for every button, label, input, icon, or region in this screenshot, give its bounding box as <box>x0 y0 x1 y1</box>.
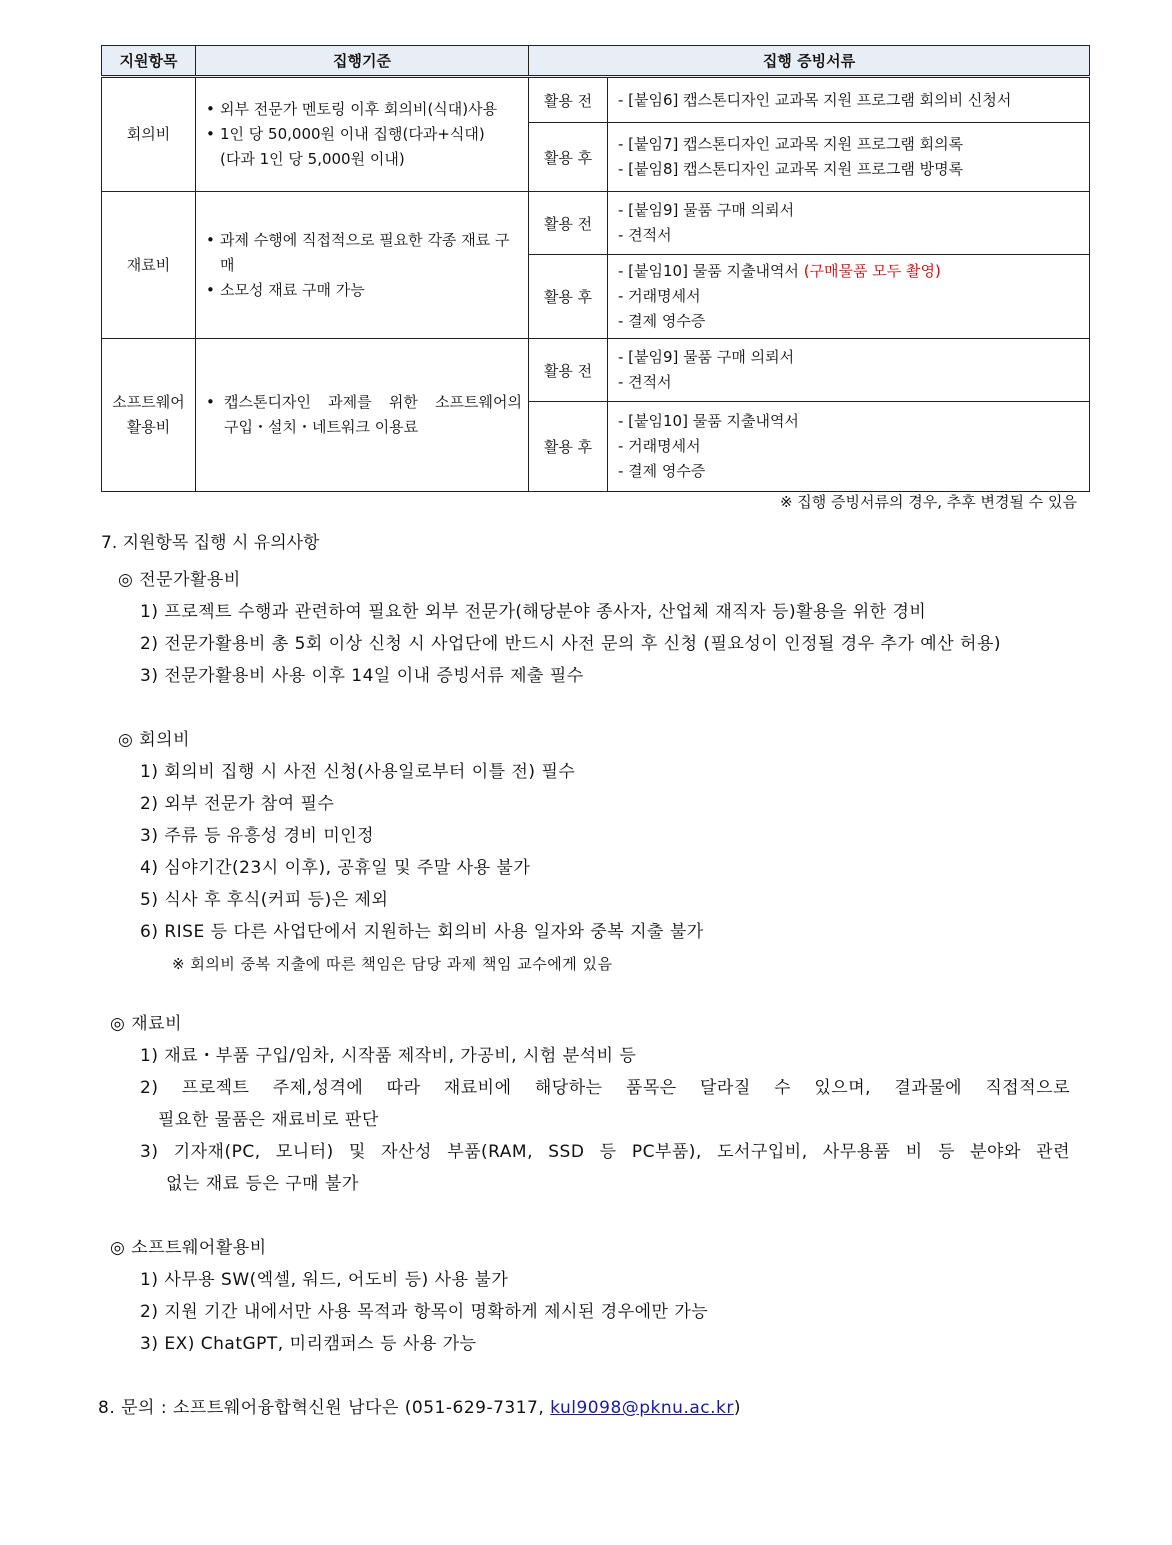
list-item: 6) RISE 등 다른 사업단에서 지원하는 회의비 사용 일자와 중복 지출 불가 <box>140 922 704 942</box>
phase-before: 활용 전 <box>529 192 608 255</box>
meeting-note: ※ 회의비 중복 지출에 따른 책임은 담당 과제 책임 교수에게 있음 <box>172 955 613 973</box>
contact-email-link[interactable]: kul9098@pknu.ac.kr <box>550 1398 734 1418</box>
doc-line: - [붙임9] 물품 구매 의뢰서 <box>618 201 795 219</box>
docs-after <box>608 255 1090 339</box>
list-item: 2) 지원 기간 내에서만 사용 목적과 항목이 명확하게 제시된 경우에만 가능 <box>140 1302 709 1322</box>
list-item: 4) 심야기간(23시 이후), 공휴일 및 주말 사용 불가 <box>140 858 531 878</box>
list-item: 2) 프로젝트 주제,성격에 따라 재료비에 해당하는 품목은 달라질 수 있으며, 결과물에 직접적으로 <box>140 1078 1070 1098</box>
doc-line: - 견적서 <box>618 373 672 391</box>
section-heading: ◎ 전문가활용비 <box>118 570 241 590</box>
section-heading: ◎ 소프트웨어활용비 <box>110 1238 267 1258</box>
docs-after <box>608 123 1090 192</box>
phase-after: 활용 후 <box>529 123 608 192</box>
criteria-cell <box>196 77 529 192</box>
phase-before: 활용 전 <box>529 77 608 123</box>
section-7-title: 7. 지원항목 집행 시 유의사항 <box>101 533 320 553</box>
list-item: 1) 프로젝트 수행과 관련하여 필요한 외부 전문가(해당분야 종사자, 산업체 재직자 등)활용을 위한 경비 <box>140 602 927 622</box>
docs-before <box>608 77 1090 123</box>
list-item: 3) EX) ChatGPT, 미리캠퍼스 등 사용 가능 <box>140 1334 477 1354</box>
doc-line-text: - [붙임10] 물품 지출내역서 <box>618 262 804 280</box>
category-cell: 재료비 <box>102 192 196 339</box>
header-support-item: 지원항목 <box>102 46 196 77</box>
phase-after: 활용 후 <box>529 255 608 339</box>
doc-line: - 거래명세서 <box>618 437 701 455</box>
criteria-line: 구입・설치・네트워크 이용료 <box>224 418 419 436</box>
criteria-item: • 과제 수행에 직접적으로 필요한 각종 재료 구매 <box>204 228 522 278</box>
table-row <box>102 192 1090 255</box>
criteria-item: • 외부 전문가 멘토링 이후 회의비(식대)사용 <box>204 97 522 122</box>
category-cell: 회의비 <box>102 77 196 192</box>
expert-section <box>118 564 1001 692</box>
doc-line: - [붙임7] 캡스톤디자인 교과목 지원 프로그램 회의록 <box>618 135 964 153</box>
doc-line: - [붙임9] 물품 구매 의뢰서 <box>618 348 795 366</box>
doc-line: - [붙임6] 캡스톤디자인 교과목 지원 프로그램 회의비 신청서 <box>618 90 1012 109</box>
section-heading: ◎ 회의비 <box>118 730 191 750</box>
software-section <box>110 1232 708 1360</box>
meeting-section <box>118 724 704 980</box>
list-item: 3) 주류 등 유흥성 경비 미인정 <box>140 826 375 846</box>
docs-before <box>608 192 1090 255</box>
docs-after <box>608 402 1090 492</box>
phase-after: 활용 후 <box>529 402 608 492</box>
criteria-item: • 1인 당 50,000원 이내 집행(다과+식대) <box>204 122 522 147</box>
header-criteria: 집행기준 <box>196 46 529 77</box>
table-note: ※ 집행 증빙서류의 경우, 추후 변경될 수 있음 <box>779 493 1077 511</box>
list-item: 1) 사무용 SW(엑셀, 워드, 어도비 등) 사용 불가 <box>140 1270 509 1290</box>
list-item: 2) 전문가활용비 총 5회 이상 신청 시 사업단에 반드시 사전 문의 후 신청 (필요성이 인정될 경우 추가 예산 허용) <box>140 634 1002 654</box>
photo-required-note: (구매물품 모두 촬영) <box>803 262 941 280</box>
table-row <box>102 77 1090 123</box>
criteria-item <box>204 390 522 440</box>
header-evidence-docs: 집행 증빙서류 <box>529 46 1090 77</box>
list-item-continued: 필요한 물품은 재료비로 판단 <box>158 1110 379 1130</box>
list-item: 3) 전문가활용비 사용 이후 14일 이내 증빙서류 제출 필수 <box>140 666 584 686</box>
list-item: 3) 기자재(PC, 모니터) 및 자산성 부품(RAM, SSD 등 PC부품), 도서구입비, 사무용품 비 등 분야와 관련 <box>140 1142 1070 1162</box>
category-line: 활용비 <box>126 418 171 436</box>
category-cell <box>102 339 196 492</box>
list-item: 1) 회의비 집행 시 사전 신청(사용일로부터 이틀 전) 필수 <box>140 762 576 782</box>
contact-line <box>98 1392 741 1424</box>
criteria-cell <box>196 192 529 339</box>
criteria-line: • 캡스톤디자인 과제를 위한 소프트웨어의 <box>224 393 522 411</box>
list-item: 1) 재료・부품 구입/임차, 시작품 제작비, 가공비, 시험 분석비 등 <box>140 1046 637 1066</box>
list-item: 5) 식사 후 후식(커피 등)은 제외 <box>140 890 389 910</box>
list-item: 2) 외부 전문가 참여 필수 <box>140 794 335 814</box>
section-heading: ◎ 재료비 <box>110 1014 183 1034</box>
criteria-sub: (다과 1인 당 5,000원 이내) <box>220 150 405 168</box>
table-header-row <box>102 46 1090 77</box>
doc-line: - 견적서 <box>618 226 672 244</box>
criteria-item: • 소모성 재료 구매 가능 <box>204 278 522 303</box>
doc-line: - [붙임10] 물품 지출내역서 <box>618 412 799 430</box>
material-section <box>110 1008 1070 1200</box>
criteria-cell <box>196 339 529 492</box>
support-items-table <box>101 45 1090 492</box>
doc-line: - 결제 영수증 <box>618 462 706 480</box>
phase-before: 활용 전 <box>529 339 608 402</box>
category-line: 소프트웨어 <box>112 393 185 411</box>
list-item-continued: 없는 재료 등은 구매 불가 <box>166 1174 359 1194</box>
doc-line <box>618 259 1081 284</box>
doc-line: - 결제 영수증 <box>618 312 706 330</box>
contact-text <box>98 1392 741 1424</box>
docs-before <box>608 339 1090 402</box>
table-row <box>102 339 1090 402</box>
doc-line: - [붙임8] 캡스톤디자인 교과목 지원 프로그램 방명록 <box>618 160 964 178</box>
doc-line: - 거래명세서 <box>618 287 701 305</box>
contact-prefix: 8. 문의 : 소프트웨어융합혁신원 남다은 (051-629-7317, <box>98 1398 551 1418</box>
contact-suffix: ) <box>733 1398 741 1418</box>
